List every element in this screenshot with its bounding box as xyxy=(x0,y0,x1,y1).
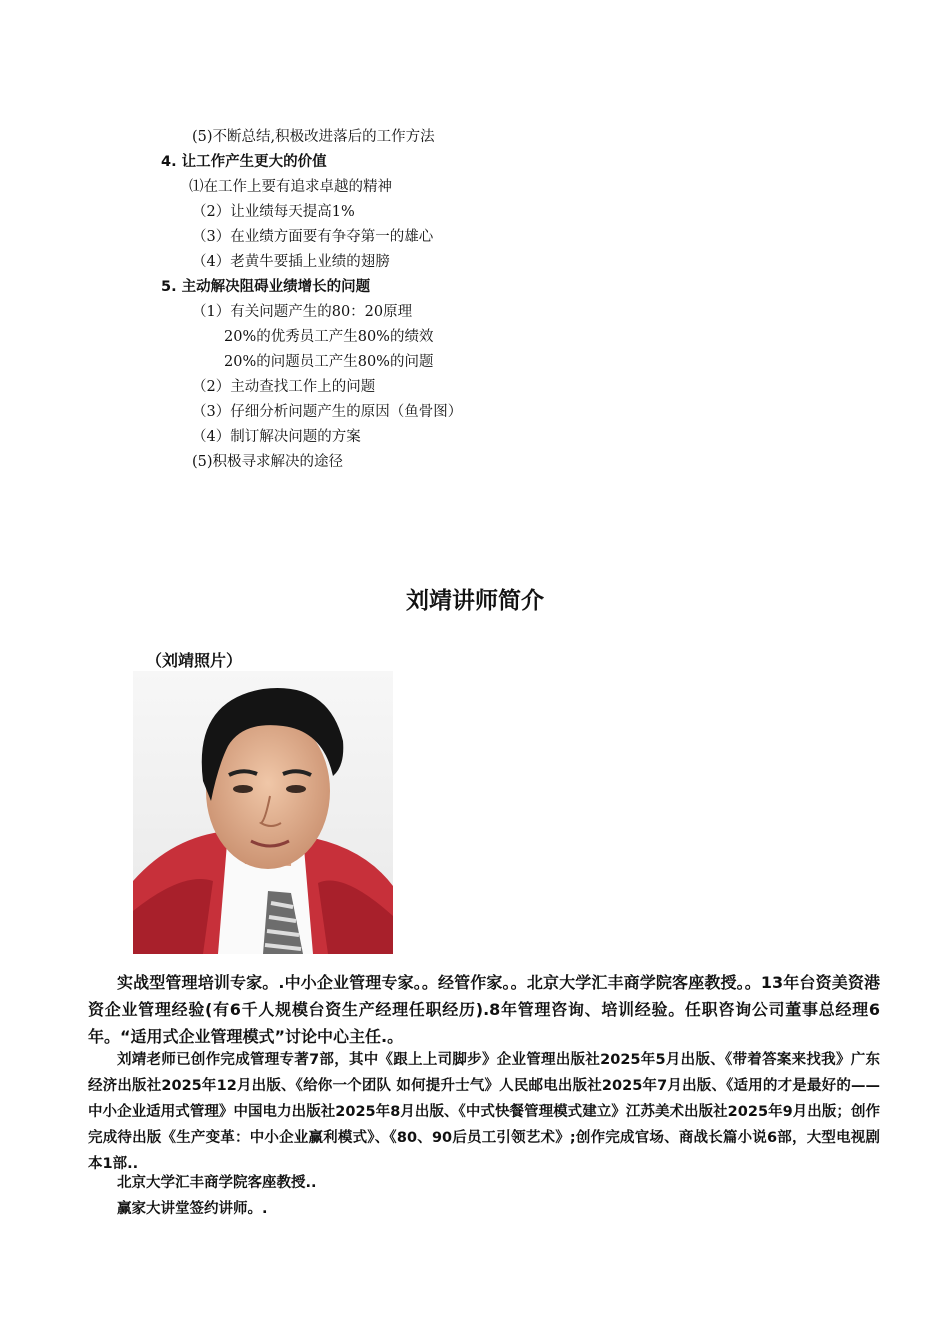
portrait-photo xyxy=(133,671,393,954)
section5-item: （3）仔细分析问题产生的原因（鱼骨图） xyxy=(192,404,463,420)
section4-item: ⑴在工作上要有追求卓越的精神 xyxy=(189,179,392,195)
section5-item: （1）有关问题产生的80：20原理 xyxy=(192,304,413,320)
profile-title: 刘靖讲师简介 xyxy=(406,588,544,614)
section4-item: （3）在业绩方面要有争夺第一的雄心 xyxy=(192,229,434,245)
section4-item: （2）让业绩每天提高1% xyxy=(192,204,355,220)
bio-intro: 实战型管理培训专家。.中小企业管理专家。。经管作家。。北京大学汇丰商学院客座教授。。13年台资美资港资企业管理经验(有6千人规模台资生产经理任职经历).8年管理咨询、培训经验。任职咨询公司董事总经理6年。“适用式企业管理模式”讨论中心主任.。 xyxy=(88,973,880,1046)
section4-item: （4）老黄牛要插上业绩的翅膀 xyxy=(192,254,390,270)
outline-item-prev-5: (5)不断总结,积极改进落后的工作方法 xyxy=(192,129,435,145)
section5-item: （4）制订解决问题的方案 xyxy=(192,429,361,445)
bio-books: 刘靖老师已创作完成管理专著7部，其中《跟上上司脚步》企业管理出版社2025年5月出版、《带着答案来找我》广东经济出版社2025年12月出版、《给你一个团队 如何提升士气》人民邮电出版社2025年7月出版、《适用的才是最好的——中小企业适用式管理》中国电力出版社2025年8月出版、《中式快餐管理模式建立》江苏美术出版社2025年9月出版；创作完成待出版《生产变革：中小企业赢利模式》、《80、90后员工引领艺术》;创作完成官场、商战长篇小说6部，大型电视剧本1部.. xyxy=(88,1052,880,1172)
bio-professor: 北京大学汇丰商学院客座教授.. xyxy=(117,1175,317,1191)
section5-heading: 5. 主动解决阻碍业绩增长的问题 xyxy=(161,279,371,295)
bio-lecturer: 赢家大讲堂签约讲师。. xyxy=(117,1201,268,1217)
section5-item: (5)积极寻求解决的途径 xyxy=(192,454,344,470)
photo-caption: （刘靖照片） xyxy=(146,651,243,670)
section5-subitem: 20%的优秀员工产生80%的绩效 xyxy=(224,329,434,345)
section5-item: （2）主动查找工作上的问题 xyxy=(192,379,376,395)
section5-subitem: 20%的问题员工产生80%的问题 xyxy=(224,354,434,370)
section4-heading: 4. 让工作产生更大的价值 xyxy=(161,154,327,170)
